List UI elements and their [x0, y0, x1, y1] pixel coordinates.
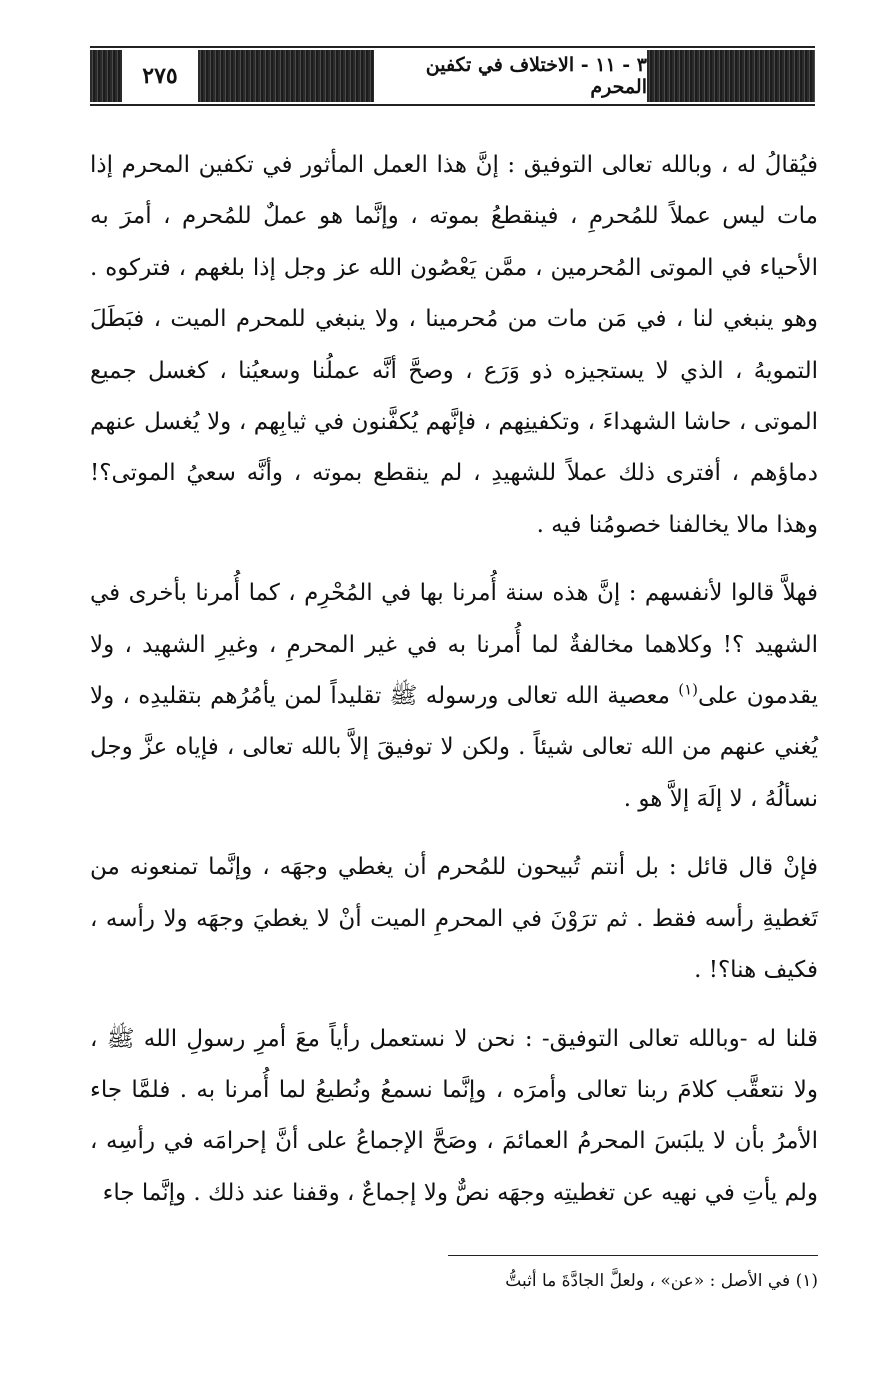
page-number: ٢٧٥ [142, 63, 178, 89]
header-ornament-middle [198, 50, 374, 102]
paragraph-1 [90, 140, 818, 551]
paragraph-2 [90, 568, 818, 825]
header-bottom-rule [90, 104, 815, 106]
header-ornament-right [647, 50, 815, 102]
paragraph-text: فيُقالُ له ، وبالله تعالى التوفيق : إنَّ هذا العمل المأثور في تكفين المحرم إذا مات ليس عملاً للمُحرمِ ، فينقطعُ بموته ، وإنَّما هو عملٌ للمُحرم ، أمرَ به الأحياء في الموتى المُحرمين ، ممَّن يَعْصُون الله عز وجل إذا بلغهم ، فتركوه . وهو ينبغي لنا ، في مَن مات من مُحرمينا ، ولا ينبغي للمحرم الميت ، فبَطَلَ التمويهُ ، الذي لا يستجيزه ذو وَرَع ، وصحَّ أنَّه عملُنا وسعيُنا ، كغسل جميع الموتى ، حاشا الشهداءَ ، وتكفينِهم ، فإنَّهم يُكفَّنون في ثيابِهم ، ولا يُغسل عنهم دماؤهم ، أفترى ذلك عملاً للشهيدِ ، لم ينقطع بموته ، وأنَّه سعيُ الموتى؟! وهذا مالا يخالفنا خصومُنا فيه . [90, 152, 818, 538]
paragraph-text: فهلاَّ قالوا لأنفسهم : إنَّ هذه سنة أُمرنا بها في المُحْرِم ، كما أُمرنا بأخرى في الشهيد ؟! وكلاهما مخالفةٌ لما أُمرنا به في غير المحرمِ ، وغيرِ الشهيد ، ولا يقدمون على [90, 580, 818, 710]
running-title: ٣ - ١١ - الاختلاف في تكفين المحرم [425, 54, 647, 98]
footnote-marker: (١) [678, 680, 698, 699]
paragraph-3 [90, 842, 818, 996]
body-text [90, 140, 818, 1219]
paragraph-text: فإنْ قال قائل : بل أنتم تُبيحون للمُحرم أن يغطي وجهَه ، وإنَّما تمنعونه من تَغطيةِ رأسه فقط . ثم ترَوْنَ في المحرمِ الميت أنْ لا يغطيَ وجهَه ولا رأسه ، فكيف هنا؟! . [90, 854, 818, 984]
footnote: (١) في الأصل : «عن» ، ولعلَّ الجادَّةَ ما أثبتُّ [505, 1271, 818, 1291]
page-header [90, 46, 815, 106]
paragraph-text: قلنا له -وبالله تعالى التوفيق- : نحن لا نستعمل رأياً معَ أمرِ رسولِ الله ﷺ ، ولا نتعقَّب كلامَ ربنا تعالى وأمرَه ، وإنَّما نسمعُ ونُطيعُ لما أُمرنا به . فلمَّا جاء الأمرُ بأن لا يلبَسَ المحرمُ العمائمَ ، وصَحَّ الإجماعُ على أنَّ إحرامَه في رأسِه ، ولم يأتِ في نهيه عن تغطيتِه وجهَه نصٌّ ولا إجماعٌ ، وقفنا عند ذلك . وإنَّما جاء [90, 1025, 818, 1206]
paragraph-text: معصية الله تعالى ورسوله ﷺ تقليداً لمن يأمُرُهم بتقليدِه ، ولا يُغني عنهم من الله تعالى شيئاً . ولكن لا توفيقَ إلاَّ بالله تعالى ، فإياه عزَّ وجل نسألُهُ ، لا إلَهَ إلاَّ هو . [90, 683, 818, 812]
paragraph-4 [90, 1014, 818, 1220]
footnote-divider [448, 1255, 818, 1256]
header-ornament-left [90, 50, 122, 102]
